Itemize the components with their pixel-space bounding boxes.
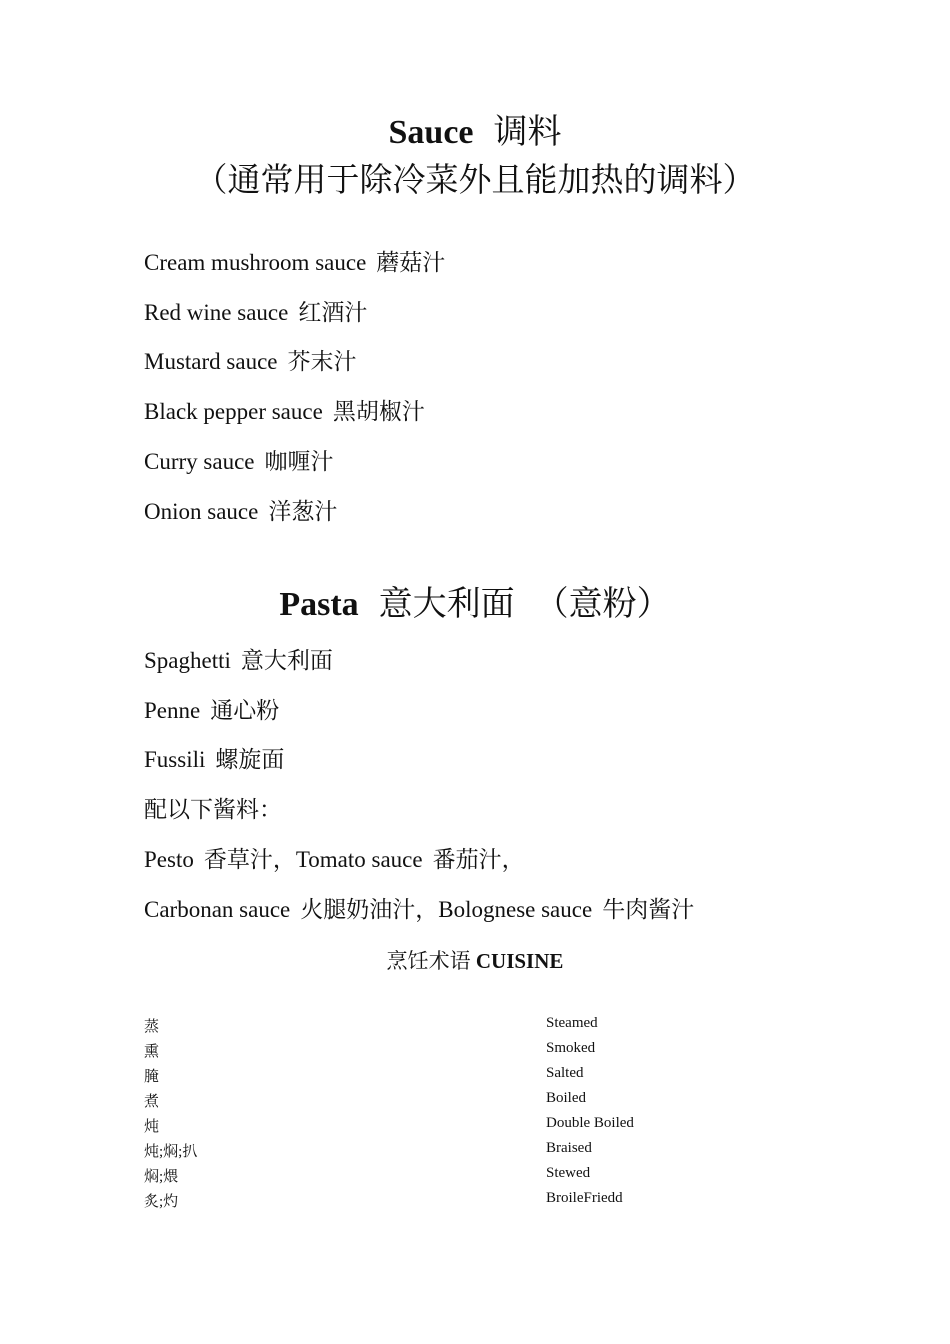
sauce-item-en: Onion sauce [144,499,259,524]
sauce-item [144,393,425,426]
sauce-option-en: Pesto [144,847,194,872]
pasta-item-cn: 螺旋面 [215,747,285,772]
sauce-item-cn: 红酒汁 [298,300,368,325]
pasta-item [144,741,284,774]
term-cn: 炖;焖;扒 [144,1144,198,1160]
term-cn: 蒸 [144,1019,160,1035]
sauce-item-en: Mustard sauce [144,349,278,374]
sauce-option-en: Tomato sauce [295,847,423,872]
term-cn: 腌 [144,1069,160,1085]
term-en: Salted [546,1065,584,1081]
term-cn: 焖;煨 [144,1169,179,1185]
sauce-item-cn: 芥末汁 [287,349,357,374]
sauce-item [144,443,334,476]
pasta-item-en: Penne [144,698,201,723]
pasta-title-note: （意粉） [534,586,671,623]
term-en: Double Boiled [546,1115,634,1131]
cuisine-title-cn: 烹饪术语 [386,949,471,973]
sauce-item-en: Cream mushroom sauce [144,250,367,275]
cuisine-heading [0,945,950,975]
pasta-heading [0,576,950,625]
sauce-option-en: Bolognese sauce [438,897,593,922]
sauce-option-cn: 番茄汁， [432,847,525,872]
term-en: Smoked [546,1040,596,1056]
sauce-item-cn: 黑胡椒汁 [332,399,425,424]
term-cn: 熏 [144,1044,160,1060]
term-en: Stewed [546,1165,591,1181]
term-cn: 炙;灼 [144,1194,179,1210]
pasta-title-cn: 意大利面 [378,586,515,623]
pasta-sauces-label: 配以下酱料： [144,797,282,822]
pasta-item [144,692,279,725]
sauce-heading [0,104,950,153]
term-en: Boiled [546,1090,586,1106]
sauce-item-cn: 蘑菇汁 [376,250,446,275]
sauce-item [144,493,337,526]
sauce-item [144,343,357,376]
term-cn: 炖 [144,1119,160,1135]
sauce-option-cn: 香草汁， [203,847,296,872]
cuisine-title-en: CUISINE [475,949,564,973]
pasta-sauces-line-2 [144,891,694,924]
pasta-item-cn: 意大利面 [240,648,333,673]
term-en: BroileFriedd [546,1190,623,1206]
pasta-item-en: Spaghetti [144,648,231,673]
sauce-option-cn: 牛肉酱汁 [602,897,695,922]
sauce-title-en: Sauce [388,114,474,151]
pasta-item [144,642,333,675]
sauce-option-cn: 火腿奶油汁， [300,897,439,922]
sauce-item-cn: 洋葱汁 [268,499,338,524]
sauce-item-cn: 咖喱汁 [264,449,334,474]
pasta-sauces-line-1 [144,841,525,874]
term-en: Steamed [546,1015,598,1031]
sauce-option-en: Carbonan sauce [144,897,291,922]
term-en: Braised [546,1140,592,1156]
sauce-subtitle: （通常用于除冷菜外且能加热的调料） [194,163,756,199]
pasta-item-en: Fussili [144,747,206,772]
pasta-item-cn: 通心粉 [210,698,280,723]
sauce-item-en: Red wine sauce [144,300,289,325]
sauce-item [144,244,445,277]
sauce-item-en: Curry sauce [144,449,255,474]
sauce-item-en: Black pepper sauce [144,399,323,424]
term-cn: 煮 [144,1094,160,1110]
sauce-title-cn: 调料 [493,114,562,151]
sauce-item [144,294,367,327]
pasta-title-en: Pasta [279,586,359,623]
